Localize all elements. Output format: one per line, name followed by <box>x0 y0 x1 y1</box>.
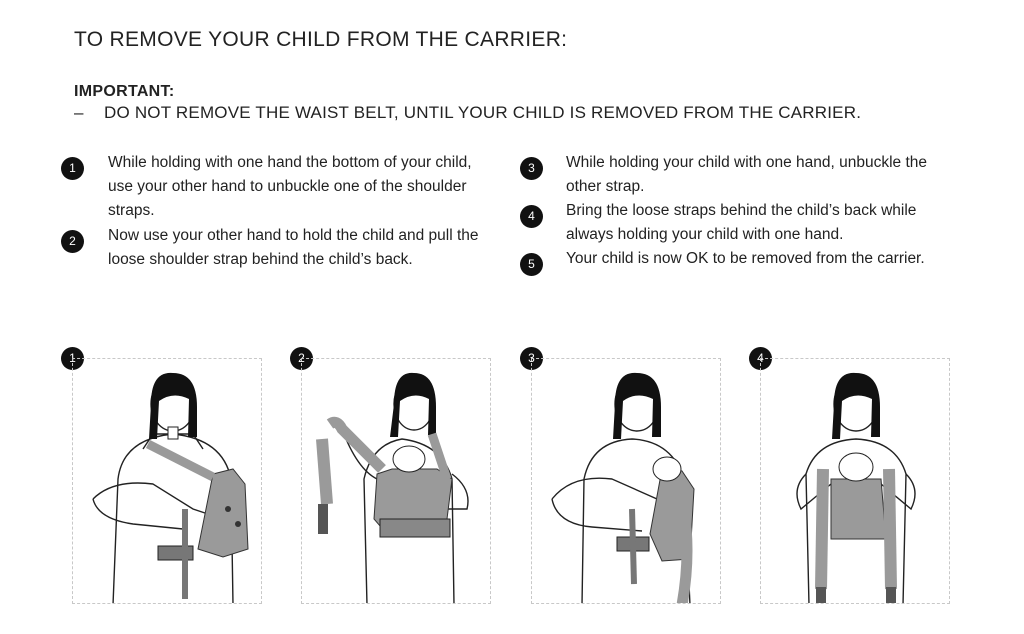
step-text-5: Your child is now OK to be removed from the carrier. <box>566 250 925 267</box>
illustration-panel-4 <box>760 358 950 604</box>
illustration-panel-3 <box>531 358 721 604</box>
panel-badge-2: 2 <box>290 347 313 370</box>
panel-badge-1: 1 <box>61 347 84 370</box>
step-badge-1: 1 <box>61 157 84 180</box>
warning-text: DO NOT REMOVE THE WAIST BELT, UNTIL YOUR CHILD IS REMOVED FROM THE CARRIER. <box>104 103 862 122</box>
important-label: IMPORTANT: <box>74 83 175 100</box>
illustration-step-1 <box>73 359 262 604</box>
step-badge-3: 3 <box>520 157 543 180</box>
illustration-panel-2 <box>301 358 491 604</box>
important-warning <box>74 103 861 123</box>
step-text-4: Bring the loose straps behind the child’s back while always holding your child with one hand. <box>566 202 917 243</box>
illustration-panel-1 <box>72 358 262 604</box>
step-text-1: While holding with one hand the bottom of your child, use your other hand to unbuckle one of the shoulder straps. <box>108 154 472 219</box>
step-text-2: Now use your other hand to hold the child and pull the loose shoulder strap behind the child’s back. <box>108 227 479 268</box>
page-title: TO REMOVE YOUR CHILD FROM THE CARRIER: <box>74 28 568 51</box>
step-badge-2: 2 <box>61 230 84 253</box>
step-badge-4: 4 <box>520 205 543 228</box>
step-text-3: While holding your child with one hand, unbuckle the other strap. <box>566 154 928 195</box>
panel-badge-4: 4 <box>749 347 772 370</box>
illustration-step-4 <box>761 359 950 604</box>
illustration-step-3 <box>532 359 721 604</box>
panel-badge-3: 3 <box>520 347 543 370</box>
warning-dash: – <box>74 103 84 122</box>
step-badge-5: 5 <box>520 253 543 276</box>
illustration-step-2 <box>302 359 491 604</box>
